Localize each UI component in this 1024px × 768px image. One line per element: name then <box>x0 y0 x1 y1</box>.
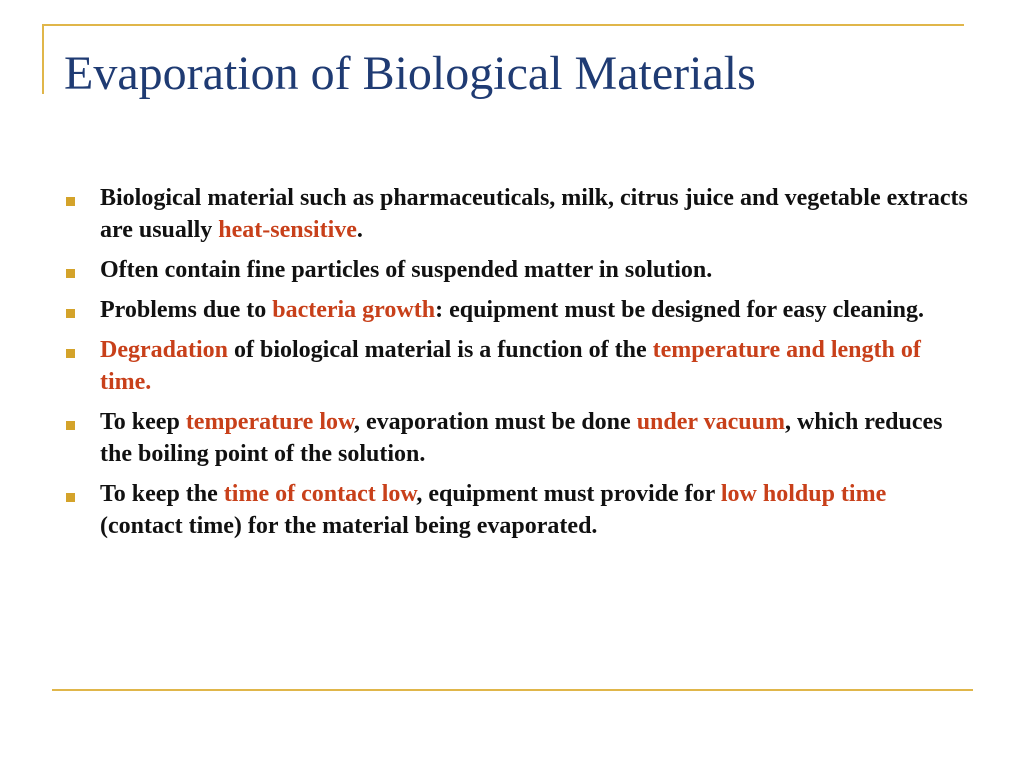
bullet-text: Problems due to <box>100 297 273 323</box>
bullet-text: . <box>356 217 363 243</box>
top-accent-line <box>42 24 964 26</box>
highlighted-text: heat-sensitive <box>218 217 357 243</box>
highlighted-text: temperature low <box>185 409 354 435</box>
bullet-text: Often contain fine particles of suspended matter in solution. <box>100 257 713 283</box>
highlighted-text: bacteria growth <box>272 297 436 323</box>
bullet-item <box>64 254 974 286</box>
left-accent-line <box>42 24 44 94</box>
slide-title: Evaporation of Biological Materials <box>64 47 756 100</box>
bullet-item <box>64 334 974 398</box>
square-bullet-icon <box>66 309 75 318</box>
bullet-text: Biological material such as pharmaceuticals, milk, citrus juice and vegetable extracts are usually <box>100 185 968 243</box>
square-bullet-icon <box>66 197 75 206</box>
bullet-item <box>64 406 974 470</box>
bullet-text: , equipment must provide for <box>416 481 721 507</box>
square-bullet-icon <box>66 421 75 430</box>
bullet-text: To keep <box>100 409 186 435</box>
bullet-text: To keep the <box>100 481 224 507</box>
highlighted-text: temperature and length of time. <box>100 337 921 395</box>
bullet-text: , which reduces the boiling point of the solution. <box>100 409 943 467</box>
highlighted-text: under vacuum <box>636 409 785 435</box>
bullet-text: (contact time) for the material being evaporated. <box>100 513 598 539</box>
bullet-item <box>64 478 974 542</box>
bottom-accent-line <box>52 689 973 691</box>
bullet-text: : equipment must be designed for easy cleaning. <box>435 297 924 323</box>
highlighted-text: low holdup time <box>720 481 887 507</box>
bullet-item <box>64 182 974 246</box>
bullet-list <box>64 182 974 550</box>
bullet-item <box>64 294 974 326</box>
highlighted-text: Degradation <box>100 337 228 363</box>
bullet-text: of biological material is a function of the <box>228 337 653 363</box>
square-bullet-icon <box>66 349 75 358</box>
bullet-text: , evaporation must be done <box>354 409 637 435</box>
highlighted-text: time of contact low <box>223 481 417 507</box>
square-bullet-icon <box>66 269 75 278</box>
square-bullet-icon <box>66 493 75 502</box>
